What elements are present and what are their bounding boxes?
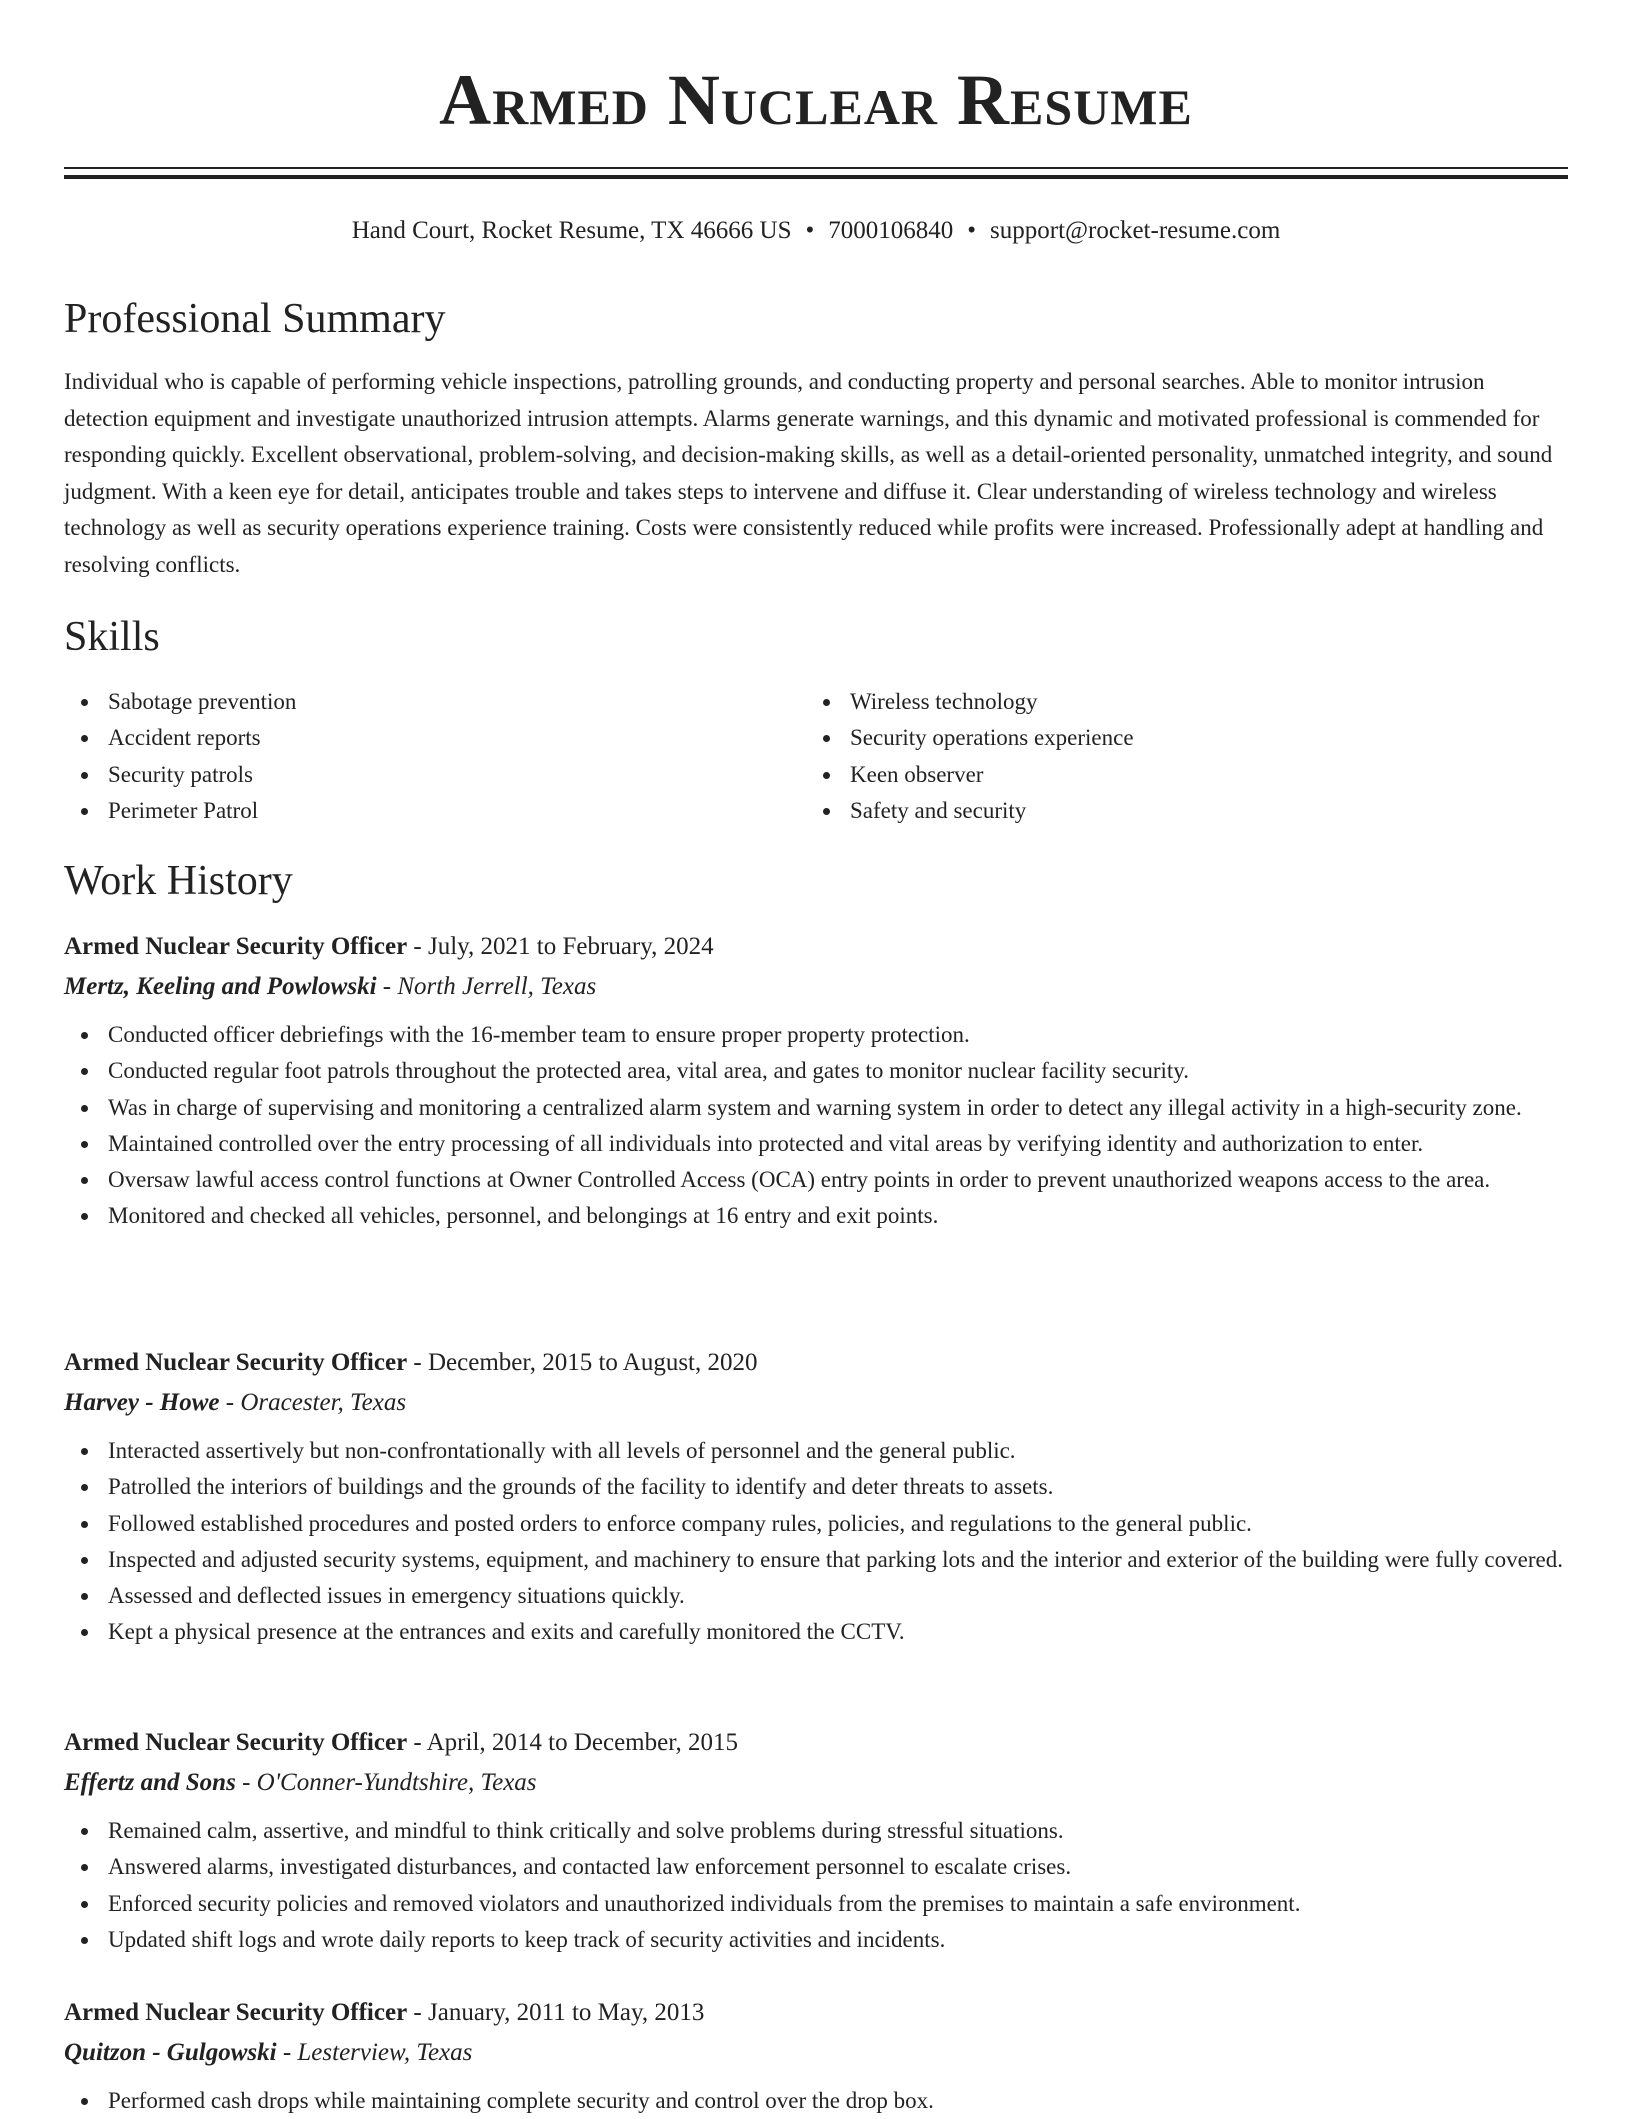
contact-phone: 7000106840	[828, 217, 954, 244]
job-company: Mertz, Keeling and Powlowski	[64, 973, 377, 1000]
job-header: Armed Nuclear Security Officer - July, 2021 to February, 2024	[64, 933, 714, 960]
job-bullet: Interacted assertively but non-confrontationally with all levels of personnel and the general public.	[64, 1433, 1568, 1469]
skill-item: Security patrols	[64, 757, 804, 793]
skill-item: Perimeter Patrol	[64, 793, 804, 829]
contact-separator: •	[805, 217, 815, 244]
job-title: Armed Nuclear Security Officer	[64, 1999, 408, 2026]
job-bullet: Updated shift logs and wrote daily reports to keep track of security activities and incidents.	[64, 1922, 1568, 1958]
job-location: North Jerrell, Texas	[397, 973, 597, 1000]
skill-item: Wireless technology	[806, 684, 1546, 720]
job-bullet: Inspected and adjusted security systems, equipment, and machinery to ensure that parking lots and the interior and exterior of the building were fully covered.	[64, 1542, 1568, 1578]
skill-item: Keen observer	[806, 757, 1546, 793]
job-location: Oracester, Texas	[240, 1389, 407, 1416]
skills-list-right	[806, 684, 1546, 829]
job-entry	[64, 929, 1568, 1235]
job-bullets	[64, 2083, 1568, 2119]
job-employer: Mertz, Keeling and Powlowski - North Jerrell, Texas	[64, 973, 597, 1000]
job-company: Quitzon - Gulgowski	[64, 2039, 277, 2066]
summary-text: Individual who is capable of performing vehicle inspections, patrolling grounds, and conducting property and personal searches. Able to monitor intrusion detection equipment and investigate unauthorized intrusion attempts. Alarms generate warnings, and this dynamic and motivated professional is commended for responding quickly. Excellent observational, problem-solving, and decision-making skills, as well as a detail-oriented personality, unmatched integrity, and sound judgment. With a keen eye for detail, anticipates trouble and takes steps to intervene and diffuse it. Clear understanding of wireless technology and wireless technology as well as security operations experience training. Costs were consistently reduced while profits were increased. Professionally adept at handling and resolving conflicts.	[64, 369, 1553, 577]
job-bullet: Conducted officer debriefings with the 16-member team to ensure proper property protection.	[64, 1017, 1568, 1053]
job-bullet: Remained calm, assertive, and mindful to think critically and solve problems during stressful situations.	[64, 1813, 1568, 1849]
job-bullet: Maintained controlled over the entry processing of all individuals into protected and vital areas by verifying identity and authorization to enter.	[64, 1126, 1568, 1162]
job-dates: January, 2011 to May, 2013	[428, 1999, 705, 2026]
work-history-heading: Work History	[64, 858, 293, 904]
job-company: Harvey - Howe	[64, 1389, 220, 1416]
job-employer: Harvey - Howe - Oracester, Texas	[64, 1389, 407, 1416]
job-bullet: Followed established procedures and posted orders to enforce company rules, policies, and regulations to the general public.	[64, 1506, 1568, 1542]
job-bullet: Conducted regular foot patrols throughout the protected area, vital area, and gates to monitor nuclear facility security.	[64, 1053, 1568, 1089]
title-divider-thick	[64, 175, 1568, 179]
contact-line	[64, 214, 1568, 248]
job-employer: Quitzon - Gulgowski - Lesterview, Texas	[64, 2039, 473, 2066]
job-dates: July, 2021 to February, 2024	[428, 933, 714, 960]
skill-item: Sabotage prevention	[64, 684, 804, 720]
resume-title: Armed Nuclear Resume	[439, 60, 1193, 140]
contact-address: Hand Court, Rocket Resume, TX 46666 US	[351, 217, 792, 244]
job-bullet: Answered alarms, investigated disturbances, and contacted law enforcement personnel to escalate crises.	[64, 1849, 1568, 1885]
job-header: Armed Nuclear Security Officer - April, 2014 to December, 2015	[64, 1729, 739, 1756]
job-bullet: Patrolled the interiors of buildings and the grounds of the facility to identify and deter threats to assets.	[64, 1469, 1568, 1505]
job-bullets	[64, 1433, 1568, 1651]
job-bullet: Assessed and deflected issues in emergency situations quickly.	[64, 1578, 1568, 1614]
job-dates: December, 2015 to August, 2020	[428, 1349, 758, 1376]
job-employer: Effertz and Sons - O'Conner-Yundtshire, Texas	[64, 1769, 537, 1796]
resume-page	[64, 0, 1568, 2113]
job-header: Armed Nuclear Security Officer - January, 2011 to May, 2013	[64, 1999, 705, 2026]
job-title: Armed Nuclear Security Officer	[64, 933, 408, 960]
job-location: O'Conner-Yundtshire, Texas	[256, 1769, 537, 1796]
job-bullets	[64, 1017, 1568, 1235]
summary-heading: Professional Summary	[64, 296, 446, 342]
job-entry	[64, 1995, 1568, 2119]
skill-item: Security operations experience	[806, 720, 1546, 756]
title-divider-thin	[64, 167, 1568, 169]
contact-email: support@rocket-resume.com	[990, 217, 1281, 244]
job-header: Armed Nuclear Security Officer - December, 2015 to August, 2020	[64, 1349, 758, 1376]
job-dates: April, 2014 to December, 2015	[426, 1729, 739, 1756]
skills-list-left	[64, 684, 804, 829]
job-title: Armed Nuclear Security Officer	[64, 1349, 408, 1376]
job-title: Armed Nuclear Security Officer	[64, 1729, 408, 1756]
job-bullets	[64, 1813, 1568, 1958]
job-location: Lesterview, Texas	[297, 2039, 473, 2066]
job-bullet: Enforced security policies and removed violators and unauthorized individuals from the premises to maintain a safe environment.	[64, 1886, 1568, 1922]
job-company: Effertz and Sons	[64, 1769, 236, 1796]
skill-item: Accident reports	[64, 720, 804, 756]
job-bullet: Was in charge of supervising and monitoring a centralized alarm system and warning system in order to detect any illegal activity in a high-security zone.	[64, 1090, 1568, 1126]
skills-heading: Skills	[64, 614, 160, 660]
skill-item: Safety and security	[806, 793, 1546, 829]
contact-separator: •	[967, 217, 977, 244]
job-bullet: Monitored and checked all vehicles, personnel, and belongings at 16 entry and exit points.	[64, 1198, 1568, 1234]
job-entry	[64, 1725, 1568, 1958]
job-bullet: Oversaw lawful access control functions at Owner Controlled Access (OCA) entry points in order to prevent unauthorized weapons access to the area.	[64, 1162, 1568, 1198]
job-entry	[64, 1345, 1568, 1651]
job-bullet: Performed cash drops while maintaining complete security and control over the drop box.	[64, 2083, 1568, 2119]
job-bullet: Kept a physical presence at the entrances and exits and carefully monitored the CCTV.	[64, 1614, 1568, 1650]
